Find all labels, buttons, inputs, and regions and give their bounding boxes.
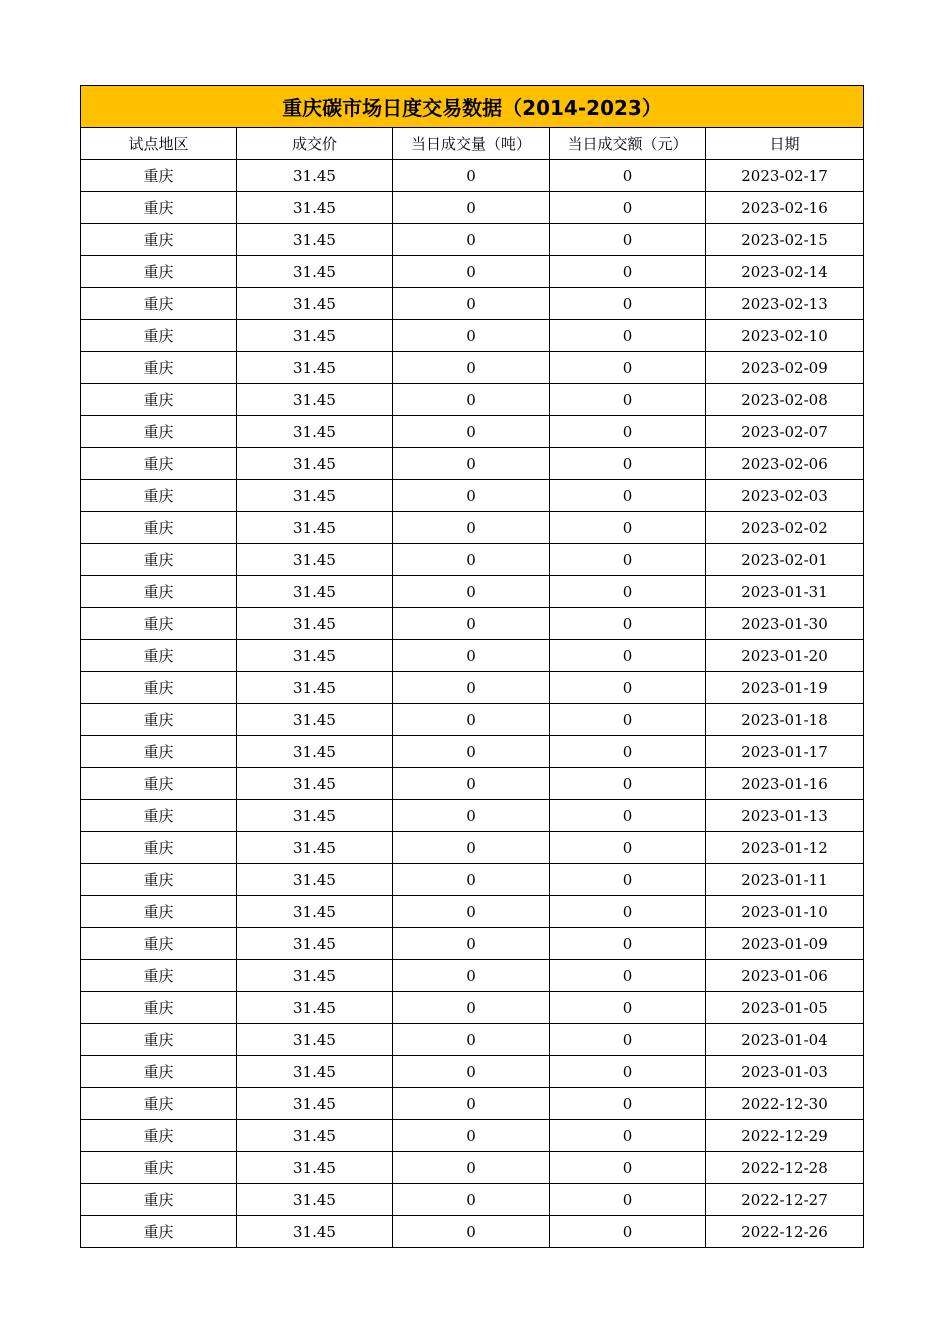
cell-amount: 0 bbox=[550, 192, 706, 224]
cell-volume: 0 bbox=[393, 992, 550, 1024]
cell-amount: 0 bbox=[550, 832, 706, 864]
cell-amount: 0 bbox=[550, 1120, 706, 1152]
cell-date: 2023-02-10 bbox=[706, 320, 864, 352]
cell-date: 2023-01-10 bbox=[706, 896, 864, 928]
table-row bbox=[81, 384, 864, 416]
table-row bbox=[81, 640, 864, 672]
cell-region: 重庆 bbox=[81, 768, 237, 800]
cell-region: 重庆 bbox=[81, 1088, 237, 1120]
table-row bbox=[81, 1120, 864, 1152]
cell-price: 31.45 bbox=[237, 928, 393, 960]
cell-region: 重庆 bbox=[81, 896, 237, 928]
cell-volume: 0 bbox=[393, 960, 550, 992]
cell-region: 重庆 bbox=[81, 1056, 237, 1088]
table-row bbox=[81, 1056, 864, 1088]
cell-amount: 0 bbox=[550, 320, 706, 352]
cell-date: 2023-01-31 bbox=[706, 576, 864, 608]
table-row bbox=[81, 1024, 864, 1056]
table-row bbox=[81, 480, 864, 512]
cell-date: 2023-02-03 bbox=[706, 480, 864, 512]
cell-date: 2023-01-20 bbox=[706, 640, 864, 672]
column-header-region: 试点地区 bbox=[81, 128, 237, 160]
cell-price: 31.45 bbox=[237, 832, 393, 864]
cell-date: 2023-01-13 bbox=[706, 800, 864, 832]
cell-date: 2023-02-01 bbox=[706, 544, 864, 576]
cell-price: 31.45 bbox=[237, 800, 393, 832]
table-row bbox=[81, 1216, 864, 1248]
cell-date: 2023-02-07 bbox=[706, 416, 864, 448]
cell-volume: 0 bbox=[393, 1120, 550, 1152]
cell-volume: 0 bbox=[393, 480, 550, 512]
cell-volume: 0 bbox=[393, 1152, 550, 1184]
cell-region: 重庆 bbox=[81, 320, 237, 352]
cell-date: 2023-01-16 bbox=[706, 768, 864, 800]
table-row bbox=[81, 1088, 864, 1120]
table-row bbox=[81, 544, 864, 576]
cell-date: 2023-01-17 bbox=[706, 736, 864, 768]
cell-volume: 0 bbox=[393, 512, 550, 544]
cell-region: 重庆 bbox=[81, 384, 237, 416]
column-header-date: 日期 bbox=[706, 128, 864, 160]
cell-price: 31.45 bbox=[237, 1216, 393, 1248]
cell-amount: 0 bbox=[550, 1184, 706, 1216]
table-row bbox=[81, 160, 864, 192]
cell-amount: 0 bbox=[550, 864, 706, 896]
cell-region: 重庆 bbox=[81, 288, 237, 320]
cell-price: 31.45 bbox=[237, 192, 393, 224]
table-row bbox=[81, 320, 864, 352]
cell-amount: 0 bbox=[550, 992, 706, 1024]
cell-volume: 0 bbox=[393, 1088, 550, 1120]
cell-amount: 0 bbox=[550, 736, 706, 768]
data-sheet bbox=[80, 85, 863, 1248]
cell-region: 重庆 bbox=[81, 1184, 237, 1216]
cell-price: 31.45 bbox=[237, 768, 393, 800]
cell-amount: 0 bbox=[550, 768, 706, 800]
cell-date: 2023-01-12 bbox=[706, 832, 864, 864]
cell-volume: 0 bbox=[393, 288, 550, 320]
cell-volume: 0 bbox=[393, 832, 550, 864]
table-row bbox=[81, 960, 864, 992]
cell-price: 31.45 bbox=[237, 640, 393, 672]
cell-region: 重庆 bbox=[81, 928, 237, 960]
cell-amount: 0 bbox=[550, 480, 706, 512]
cell-volume: 0 bbox=[393, 192, 550, 224]
cell-price: 31.45 bbox=[237, 992, 393, 1024]
cell-region: 重庆 bbox=[81, 416, 237, 448]
cell-date: 2023-02-14 bbox=[706, 256, 864, 288]
cell-price: 31.45 bbox=[237, 352, 393, 384]
cell-amount: 0 bbox=[550, 544, 706, 576]
cell-volume: 0 bbox=[393, 928, 550, 960]
table-row bbox=[81, 864, 864, 896]
cell-volume: 0 bbox=[393, 704, 550, 736]
cell-date: 2023-02-15 bbox=[706, 224, 864, 256]
cell-region: 重庆 bbox=[81, 160, 237, 192]
cell-price: 31.45 bbox=[237, 704, 393, 736]
trading-table bbox=[80, 85, 864, 1248]
cell-price: 31.45 bbox=[237, 416, 393, 448]
table-row bbox=[81, 448, 864, 480]
cell-price: 31.45 bbox=[237, 896, 393, 928]
cell-date: 2023-02-02 bbox=[706, 512, 864, 544]
column-header-amount: 当日成交额（元） bbox=[550, 128, 706, 160]
cell-amount: 0 bbox=[550, 672, 706, 704]
cell-volume: 0 bbox=[393, 640, 550, 672]
cell-amount: 0 bbox=[550, 704, 706, 736]
cell-region: 重庆 bbox=[81, 672, 237, 704]
cell-amount: 0 bbox=[550, 800, 706, 832]
cell-region: 重庆 bbox=[81, 800, 237, 832]
cell-volume: 0 bbox=[393, 576, 550, 608]
cell-volume: 0 bbox=[393, 224, 550, 256]
cell-amount: 0 bbox=[550, 160, 706, 192]
column-header-price: 成交价 bbox=[237, 128, 393, 160]
table-row bbox=[81, 1184, 864, 1216]
cell-date: 2023-02-06 bbox=[706, 448, 864, 480]
cell-date: 2022-12-29 bbox=[706, 1120, 864, 1152]
cell-price: 31.45 bbox=[237, 384, 393, 416]
cell-date: 2023-01-19 bbox=[706, 672, 864, 704]
cell-volume: 0 bbox=[393, 1184, 550, 1216]
table-row bbox=[81, 576, 864, 608]
table-row bbox=[81, 768, 864, 800]
cell-price: 31.45 bbox=[237, 960, 393, 992]
column-header-volume: 当日成交量（吨） bbox=[393, 128, 550, 160]
cell-price: 31.45 bbox=[237, 224, 393, 256]
table-title: 重庆碳市场日度交易数据（2014-2023） bbox=[81, 86, 864, 128]
cell-date: 2023-01-18 bbox=[706, 704, 864, 736]
cell-amount: 0 bbox=[550, 256, 706, 288]
cell-price: 31.45 bbox=[237, 544, 393, 576]
cell-region: 重庆 bbox=[81, 1152, 237, 1184]
cell-volume: 0 bbox=[393, 1024, 550, 1056]
cell-price: 31.45 bbox=[237, 1056, 393, 1088]
table-row bbox=[81, 512, 864, 544]
cell-amount: 0 bbox=[550, 416, 706, 448]
cell-amount: 0 bbox=[550, 512, 706, 544]
cell-region: 重庆 bbox=[81, 224, 237, 256]
cell-price: 31.45 bbox=[237, 1088, 393, 1120]
cell-amount: 0 bbox=[550, 1216, 706, 1248]
cell-volume: 0 bbox=[393, 672, 550, 704]
cell-region: 重庆 bbox=[81, 992, 237, 1024]
table-row bbox=[81, 704, 864, 736]
cell-region: 重庆 bbox=[81, 1120, 237, 1152]
cell-region: 重庆 bbox=[81, 864, 237, 896]
cell-volume: 0 bbox=[393, 416, 550, 448]
cell-date: 2023-01-05 bbox=[706, 992, 864, 1024]
cell-region: 重庆 bbox=[81, 1024, 237, 1056]
table-row bbox=[81, 352, 864, 384]
cell-amount: 0 bbox=[550, 1088, 706, 1120]
cell-price: 31.45 bbox=[237, 480, 393, 512]
cell-amount: 0 bbox=[550, 960, 706, 992]
cell-date: 2023-02-09 bbox=[706, 352, 864, 384]
cell-region: 重庆 bbox=[81, 256, 237, 288]
cell-date: 2023-01-04 bbox=[706, 1024, 864, 1056]
cell-region: 重庆 bbox=[81, 448, 237, 480]
cell-price: 31.45 bbox=[237, 256, 393, 288]
cell-price: 31.45 bbox=[237, 672, 393, 704]
cell-region: 重庆 bbox=[81, 608, 237, 640]
cell-date: 2023-01-03 bbox=[706, 1056, 864, 1088]
table-row bbox=[81, 992, 864, 1024]
cell-price: 31.45 bbox=[237, 576, 393, 608]
cell-amount: 0 bbox=[550, 1056, 706, 1088]
cell-region: 重庆 bbox=[81, 960, 237, 992]
table-row bbox=[81, 256, 864, 288]
cell-volume: 0 bbox=[393, 448, 550, 480]
table-row bbox=[81, 832, 864, 864]
cell-region: 重庆 bbox=[81, 192, 237, 224]
cell-region: 重庆 bbox=[81, 704, 237, 736]
cell-date: 2023-01-06 bbox=[706, 960, 864, 992]
cell-region: 重庆 bbox=[81, 832, 237, 864]
cell-volume: 0 bbox=[393, 864, 550, 896]
cell-date: 2022-12-26 bbox=[706, 1216, 864, 1248]
cell-price: 31.45 bbox=[237, 288, 393, 320]
cell-volume: 0 bbox=[393, 256, 550, 288]
cell-region: 重庆 bbox=[81, 640, 237, 672]
cell-date: 2022-12-27 bbox=[706, 1184, 864, 1216]
cell-date: 2023-02-13 bbox=[706, 288, 864, 320]
cell-volume: 0 bbox=[393, 544, 550, 576]
table-body bbox=[81, 160, 864, 1248]
cell-amount: 0 bbox=[550, 576, 706, 608]
table-row bbox=[81, 736, 864, 768]
cell-region: 重庆 bbox=[81, 576, 237, 608]
cell-region: 重庆 bbox=[81, 544, 237, 576]
table-row bbox=[81, 896, 864, 928]
table-row bbox=[81, 672, 864, 704]
table-row bbox=[81, 288, 864, 320]
cell-amount: 0 bbox=[550, 224, 706, 256]
table-row bbox=[81, 608, 864, 640]
cell-region: 重庆 bbox=[81, 352, 237, 384]
cell-amount: 0 bbox=[550, 640, 706, 672]
cell-price: 31.45 bbox=[237, 448, 393, 480]
cell-date: 2023-01-11 bbox=[706, 864, 864, 896]
cell-volume: 0 bbox=[393, 352, 550, 384]
cell-amount: 0 bbox=[550, 288, 706, 320]
cell-volume: 0 bbox=[393, 1056, 550, 1088]
cell-amount: 0 bbox=[550, 608, 706, 640]
table-row bbox=[81, 928, 864, 960]
cell-price: 31.45 bbox=[237, 1120, 393, 1152]
table-row bbox=[81, 192, 864, 224]
title-row bbox=[81, 86, 864, 128]
cell-region: 重庆 bbox=[81, 480, 237, 512]
table-row bbox=[81, 800, 864, 832]
cell-volume: 0 bbox=[393, 768, 550, 800]
cell-volume: 0 bbox=[393, 320, 550, 352]
cell-date: 2023-01-09 bbox=[706, 928, 864, 960]
cell-price: 31.45 bbox=[237, 320, 393, 352]
cell-price: 31.45 bbox=[237, 160, 393, 192]
cell-amount: 0 bbox=[550, 352, 706, 384]
cell-price: 31.45 bbox=[237, 1184, 393, 1216]
cell-volume: 0 bbox=[393, 736, 550, 768]
cell-price: 31.45 bbox=[237, 1152, 393, 1184]
cell-date: 2023-02-08 bbox=[706, 384, 864, 416]
table-row bbox=[81, 1152, 864, 1184]
cell-date: 2023-02-17 bbox=[706, 160, 864, 192]
cell-amount: 0 bbox=[550, 448, 706, 480]
table-row bbox=[81, 416, 864, 448]
cell-volume: 0 bbox=[393, 1216, 550, 1248]
cell-amount: 0 bbox=[550, 1152, 706, 1184]
cell-volume: 0 bbox=[393, 384, 550, 416]
cell-region: 重庆 bbox=[81, 736, 237, 768]
cell-price: 31.45 bbox=[237, 1024, 393, 1056]
cell-volume: 0 bbox=[393, 896, 550, 928]
cell-date: 2022-12-28 bbox=[706, 1152, 864, 1184]
cell-region: 重庆 bbox=[81, 1216, 237, 1248]
cell-amount: 0 bbox=[550, 928, 706, 960]
cell-amount: 0 bbox=[550, 384, 706, 416]
cell-price: 31.45 bbox=[237, 608, 393, 640]
cell-amount: 0 bbox=[550, 896, 706, 928]
cell-price: 31.45 bbox=[237, 736, 393, 768]
cell-price: 31.45 bbox=[237, 864, 393, 896]
cell-amount: 0 bbox=[550, 1024, 706, 1056]
cell-date: 2023-01-30 bbox=[706, 608, 864, 640]
header-row bbox=[81, 128, 864, 160]
cell-price: 31.45 bbox=[237, 512, 393, 544]
cell-region: 重庆 bbox=[81, 512, 237, 544]
cell-volume: 0 bbox=[393, 800, 550, 832]
cell-volume: 0 bbox=[393, 160, 550, 192]
cell-date: 2022-12-30 bbox=[706, 1088, 864, 1120]
cell-volume: 0 bbox=[393, 608, 550, 640]
cell-date: 2023-02-16 bbox=[706, 192, 864, 224]
table-row bbox=[81, 224, 864, 256]
